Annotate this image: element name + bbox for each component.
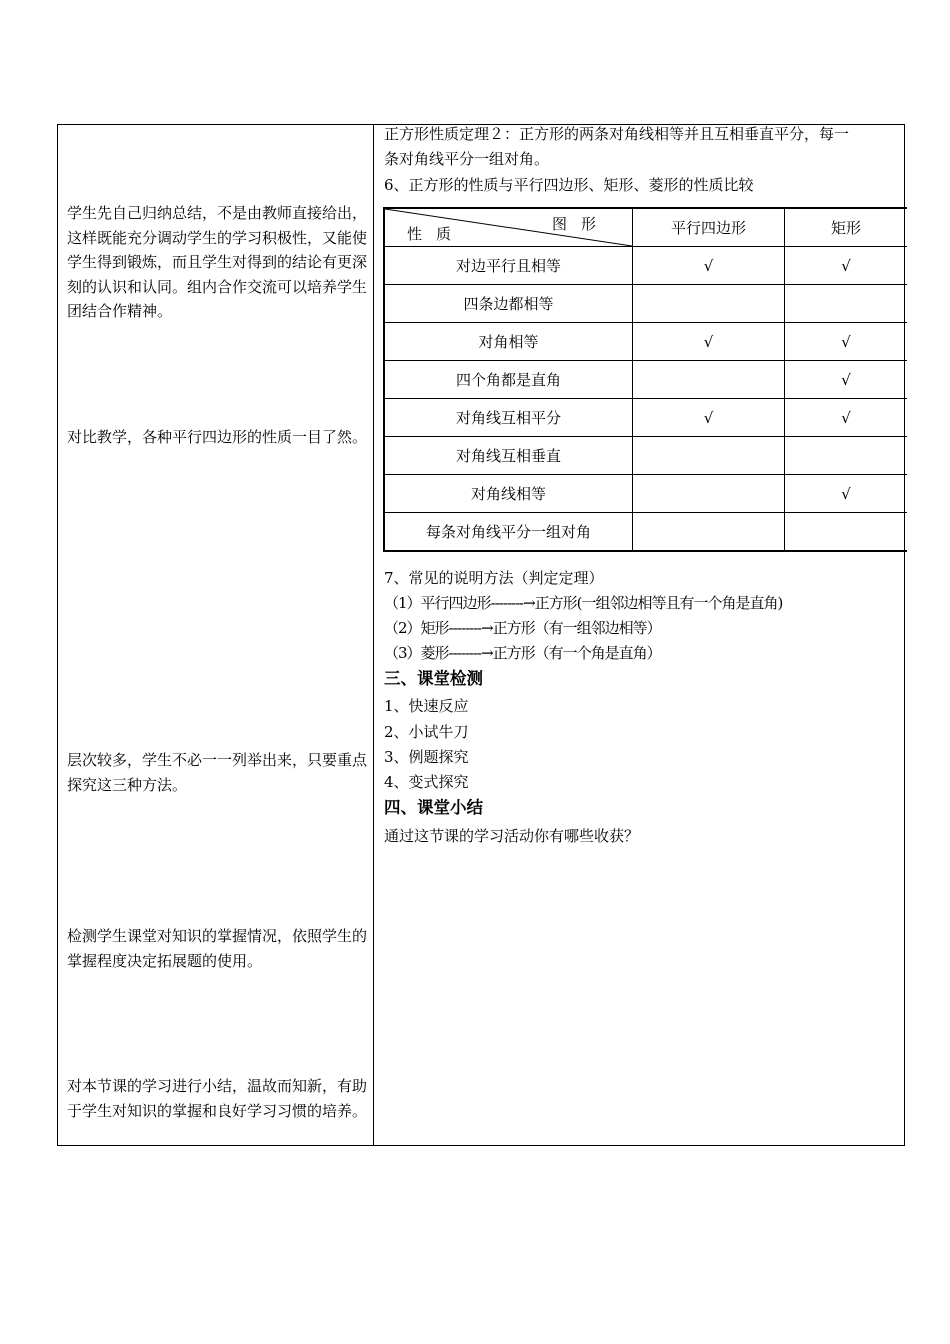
item-6: 6、正方形的性质与平行四边形、矩形、菱形的性质比较 (384, 176, 754, 194)
note-conclusion: 对本节课的学习进行小结，温故而知新，有助于学生对知识的掌握和良好学习习惯的培养。 (67, 1077, 368, 1120)
note-methods: 层次较多，学生不必一一列举出来，只要重点探究这三种方法。 (67, 751, 368, 794)
table-row (384, 475, 907, 513)
table-row (384, 437, 907, 475)
col-parallelogram: 平行四边形 (633, 208, 785, 247)
row-rectangle-mark: √ (785, 247, 908, 285)
note-comparison: 对比教学，各种平行四边形的性质一目了然。 (67, 428, 368, 446)
table-header-row (384, 208, 907, 247)
table-row (384, 323, 907, 361)
row-parallelogram-mark: √ (633, 399, 785, 437)
row-rectangle-mark: √ (785, 475, 908, 513)
note-check: 检测学生课堂对知识的掌握情况，依照学生的掌握程度决定拓展题的使用。 (67, 927, 368, 970)
method-2: （2）矩形--------→正方形（有一组邻边相等） (384, 619, 661, 637)
row-property: 对角线互相垂直 (384, 437, 633, 475)
note-summary: 学生先自己归纳总结，不是由教师直接给出，这样既能充分调动学生的学习积极性，又能使学生得到锻炼，而且学生对得到的结论有更深刻的认识和认同。组内合作交流可以培养学生团结合作精神。 (67, 204, 368, 320)
section-3-heading: 三、课堂检测 (384, 669, 483, 688)
right-border (904, 124, 905, 204)
row-property: 对边平行且相等 (384, 247, 633, 285)
header-diagonal-cell (384, 208, 633, 247)
table-row (384, 361, 907, 399)
table-row (384, 285, 907, 323)
comparison-table (383, 207, 907, 552)
table-row (384, 247, 907, 285)
row-parallelogram-mark (633, 437, 785, 475)
row-property: 四条边都相等 (384, 285, 633, 323)
row-parallelogram-mark: √ (633, 323, 785, 361)
theorem-line-1: 正方形性质定理２：正方形的两条对角线相等并且互相垂直平分，每一 (384, 125, 850, 143)
column-divider (373, 124, 374, 1146)
row-rectangle-mark (785, 513, 908, 552)
row-parallelogram-mark (633, 361, 785, 399)
row-property: 对角线互相平分 (384, 399, 633, 437)
row-parallelogram-mark (633, 475, 785, 513)
col-rectangle: 矩形 (785, 208, 908, 247)
row-property: 对角线相等 (384, 475, 633, 513)
row-property: 对角相等 (384, 323, 633, 361)
summary-question: 通过这节课的学习活动你有哪些收获？ (384, 827, 640, 845)
theorem-line-2: 条对角线平分一组对角。 (384, 150, 550, 168)
row-rectangle-mark: √ (785, 399, 908, 437)
row-rectangle-mark (785, 437, 908, 475)
row-rectangle-mark (785, 285, 908, 323)
row-property: 四个角都是直角 (384, 361, 633, 399)
row-parallelogram-mark (633, 513, 785, 552)
check-item-1: 1、快速反应 (384, 697, 469, 715)
row-property: 每条对角线平分一组对角 (384, 513, 633, 552)
row-parallelogram-mark: √ (633, 247, 785, 285)
header-property-label: 性质 (407, 225, 466, 243)
row-rectangle-mark: √ (785, 361, 908, 399)
row-rectangle-mark: √ (785, 323, 908, 361)
check-item-3: 3、例题探究 (384, 748, 469, 766)
header-shape-label: 图形 (551, 215, 610, 233)
check-item-4: 4、变式探究 (384, 773, 469, 791)
check-item-2: 2、小试牛刀 (384, 723, 469, 741)
table-row (384, 399, 907, 437)
method-3: （3）菱形--------→正方形（有一个角是直角） (384, 644, 661, 662)
row-parallelogram-mark (633, 285, 785, 323)
method-1: （1）平行四边形--------→正方形(一组邻边相等且有一个角是直角) (384, 594, 783, 612)
item-7: 7、常见的说明方法（判定定理） (384, 569, 604, 587)
table-row (384, 513, 907, 552)
section-4-heading: 四、课堂小结 (384, 798, 483, 817)
